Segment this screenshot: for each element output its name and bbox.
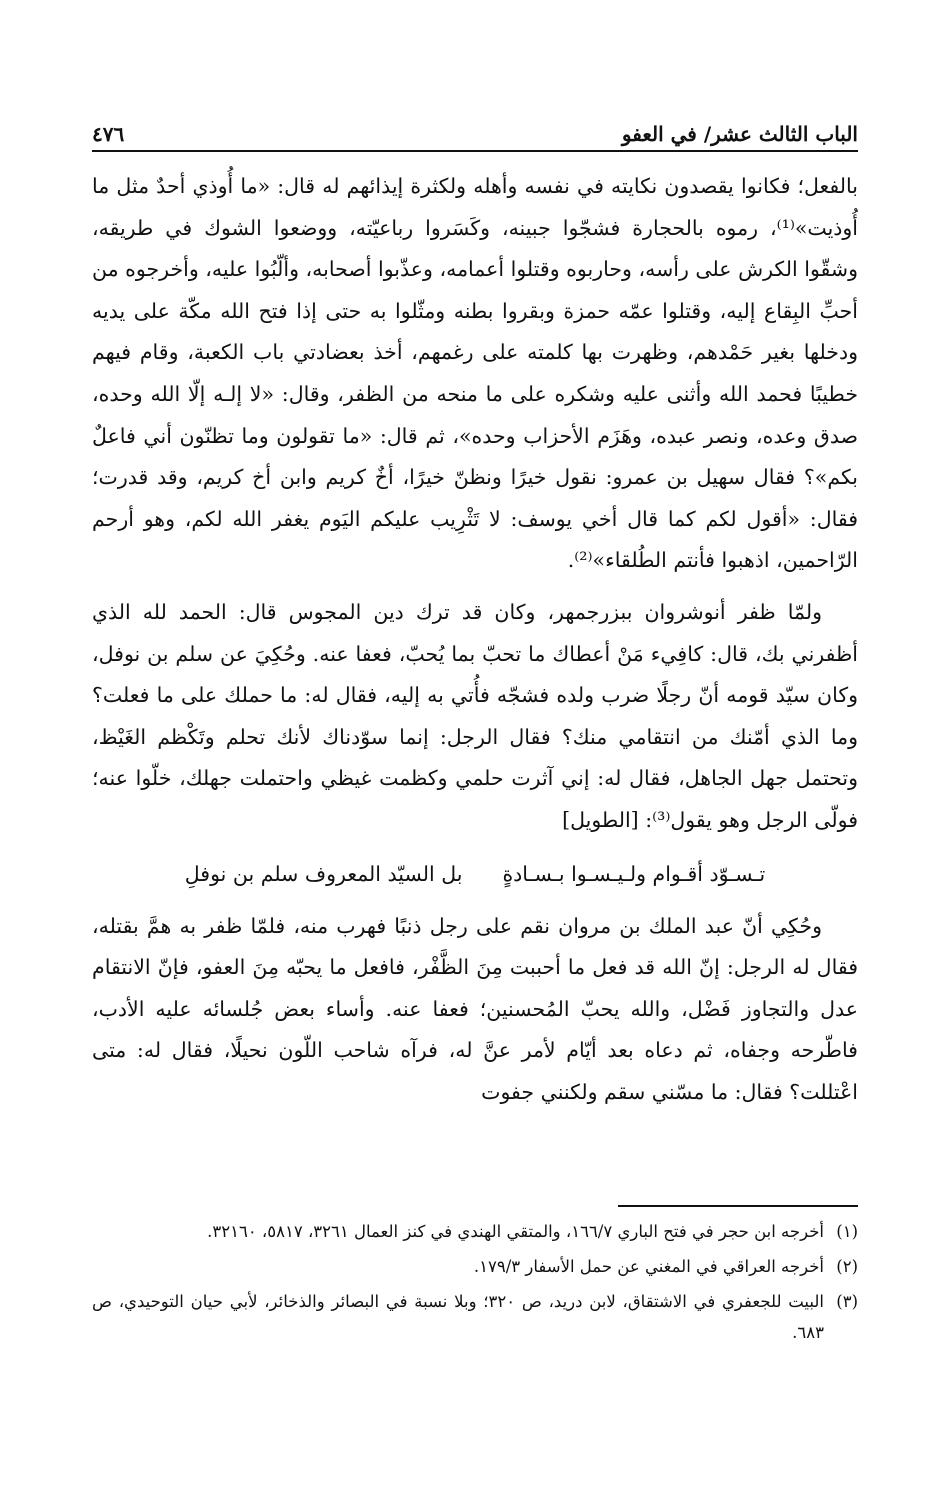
page-number: ٤٧٦ bbox=[92, 122, 125, 146]
footnote-text: أخرجه العراقي في المغني عن حمل الأسفار ١٧٩/٣. bbox=[473, 1257, 824, 1276]
verse-first-hemistich: تـسـوّد أقـوام ولـيـسـوا بـسـادةٍ bbox=[502, 861, 766, 886]
footnote-text: البيت للجعفري في الاشتقاق، لابن دريد، ص ٣٢٠؛ وبلا نسبة في البصائر والذخائر، لأبي حيان التوحيدي، ص ٦٨٣. bbox=[92, 1292, 824, 1342]
chapter-title: الباب الثالث عشر/ في العفو bbox=[621, 122, 858, 146]
running-header bbox=[92, 112, 858, 146]
poetry-verse bbox=[92, 852, 858, 896]
verse-second-hemistich: بل السيّد المعروف سلم بن نوفلِ bbox=[184, 861, 463, 886]
footnote-1 bbox=[92, 1216, 858, 1247]
paragraph-1: بالفعل؛ فكانوا يقصدون نكايته في نفسه وأهله ولكثرة إيذائهم له قال: «ما أُوذي أحدٌ مثل ما أُوذيت»⁽¹⁾، رموه بالحجارة فشجّوا جبينه، وكَسَروا رباعيّته، ووضعوا الشوك في طريقه، وشقّوا الكرش على رأسه، وحاربوه وقتلوا أعمامه، وعذّبوا أصحابه، وألّبُوا عليه، وأخرجوه من أحبِّ البِقاع إليه، وقتلوا عمّه حمزة وبقروا بطنه ومثّلوا به حتى إذا فتح الله مكّة على يديه ودخلها بغير حَمْدهم، وظهرت بها كلمته على رغمهم، أخذ بعضادتي باب الكعبة، وقام فيهم خطيبًا فحمد الله وأثنى عليه وشكره على ما منحه من الظفر، وقال: «لا إلـه إلّا الله وحده، صدق وعده، ونصر عبده، وهَزَم الأحزاب وحده»، ثم قال: «ما تقولون وما تظنّون أني فاعلٌ بكم»؟ فقال سهيل بن عمرو: نقول خيرًا ونظنّ خيرًا، أخٌ كريم وابن أخ كريم، وقد قدرت؛ فقال: «أقول لكم كما قال أخي يوسف: لا تَثْرِيب عليكم اليَوم يغفر الله لكم، وهو أرحم الرّاحمين، اذهبوا فأنتم الطُلقاء»⁽²⁾. bbox=[92, 174, 858, 573]
footnote-divider bbox=[618, 1205, 858, 1207]
header-divider bbox=[92, 150, 858, 152]
footnote-number: (٣) bbox=[836, 1292, 858, 1311]
footnote-text: أخرجه ابن حجر في فتح الباري ١٦٦/٧، والمتقي الهندي في كنز العمال ٣٢٦١، ٥٨١٧، ٣٢١٦٠. bbox=[207, 1222, 824, 1241]
paragraph-3: وحُكِي أنّ عبد الملك بن مروان نقم على رجل ذنبًا فهرب منه، فلمّا ظفر به همَّ بقتله، فقال له الرجل: إنّ الله قد فعل ما أحببت مِنَ الظَّفْر، فافعل ما يحبّه مِنَ العفو، فإنّ الانتقام عدل والتجاوز فَضْل، والله يحبّ المُحسنين؛ فعفا عنه. وأساء بعض جُلسائه عليه الأدب، فاطّرحه وجفاه، ثم دعاه بعد أيّام لأمر عنَّ له، فرآه شاحب اللّون نحيلًا، فقال له: متى اعْتللت؟ فقال: ما مسّني سقم ولكنني جفوت bbox=[92, 913, 858, 1104]
footnote-2 bbox=[92, 1251, 858, 1282]
footnote-3 bbox=[92, 1286, 858, 1348]
footnote-number: (٢) bbox=[836, 1257, 858, 1276]
paragraph-2: ولمّا ظفر أنوشروان ببزرجمهر، وكان قد ترك دين المجوس قال: الحمد لله الذي أظفرني بك، قال: كافِيء مَنْ أعطاك ما تحبّ بما يُحبّ، فعفا عنه. وحُكِيَ عن سلم بن نوفل، وكان سيّد قومه أنّ رجلًا ضرب ولده فشجّه فأُتي به إليه، فقال له: ما حملك على ما فعلت؟ وما الذي أمّنك من انتقامي منك؟ فقال الرجل: إنما سوّدناك لأنك تحلم وتَكْظم الغَيْظ، وتحتمل جهل الجاهل، فقال له: إني آثرت حلمي وكظمت غيظي واحتملت جهلك، خلّوا عنه؛ فولّى الرجل وهو يقول⁽³⁾: [الطويل] bbox=[92, 599, 858, 832]
footnotes bbox=[92, 1216, 858, 1352]
main-text bbox=[92, 166, 858, 1123]
footnote-number: (١) bbox=[836, 1222, 858, 1241]
